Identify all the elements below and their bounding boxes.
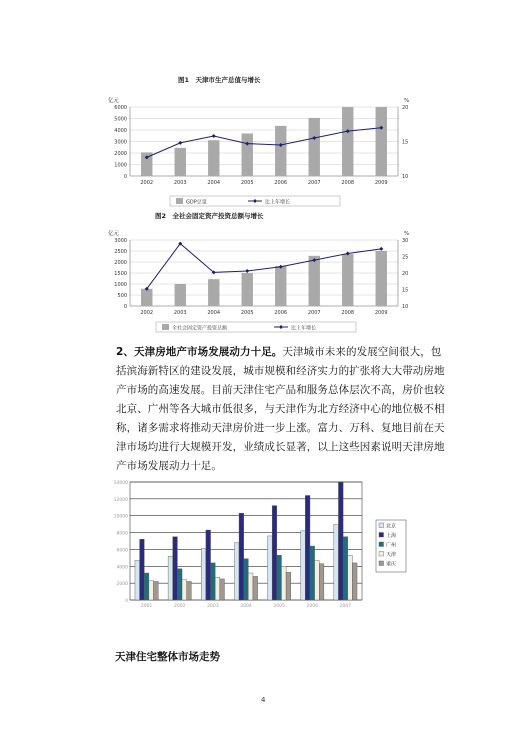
- bar: [208, 279, 219, 306]
- right-tick-label: 10: [402, 174, 409, 180]
- right-tick-label: 25: [402, 254, 409, 261]
- left-tick-label: 500: [117, 293, 127, 299]
- x-tick-label: 2003: [173, 180, 187, 186]
- bar: [338, 482, 343, 600]
- bar: [319, 564, 324, 600]
- x-tick-label: 2005: [240, 310, 254, 316]
- left-tick-label: 3000: [114, 139, 127, 146]
- left-tick-label: 2000: [114, 260, 127, 266]
- bar: [275, 126, 286, 176]
- bar: [173, 537, 178, 600]
- bar: [244, 559, 249, 600]
- bar: [281, 566, 286, 600]
- right-tick-label: 20: [402, 105, 409, 111]
- x-tick-label: 2004: [207, 310, 221, 316]
- x-tick-label: 2003: [173, 310, 187, 316]
- bar: [342, 254, 353, 306]
- bar: [272, 506, 277, 600]
- bar: [149, 581, 154, 600]
- bar: [141, 289, 152, 306]
- right-axis-unit: %: [404, 98, 410, 104]
- bar: [234, 543, 239, 600]
- x-tick-label: 2009: [374, 180, 388, 186]
- x-tick-label: 2007: [339, 604, 352, 609]
- bar: [175, 148, 186, 176]
- x-tick-label: 2002: [140, 310, 154, 316]
- bar: [342, 107, 353, 176]
- legend-label: 比上年增长: [265, 199, 291, 206]
- bar: [239, 513, 244, 600]
- bar: [242, 273, 253, 306]
- bar: [182, 580, 187, 600]
- left-tick-label: 6000: [114, 105, 127, 111]
- gdp-chart: [100, 70, 430, 218]
- x-tick-label: 2004: [240, 604, 252, 609]
- legend-label: 重庆: [386, 561, 397, 568]
- x-tick-label: 2008: [341, 180, 355, 186]
- y-tick-label: 4000: [116, 565, 128, 571]
- x-tick-label: 2002: [173, 604, 186, 609]
- legend-swatch-bar: [176, 198, 183, 204]
- bar: [305, 495, 310, 600]
- right-axis-unit: %: [404, 231, 410, 237]
- bar: [242, 133, 253, 176]
- x-tick-label: 2006: [306, 604, 319, 609]
- bar: [175, 284, 186, 306]
- y-tick-label: 8000: [116, 531, 128, 537]
- right-tick-label: 20: [402, 271, 409, 277]
- left-tick-label: 0: [123, 304, 127, 310]
- left-axis-unit: 亿元: [108, 231, 120, 237]
- legend-label: 比上年增长: [291, 325, 317, 332]
- left-tick-label: 0: [123, 174, 127, 180]
- bar: [376, 251, 387, 306]
- bar: [343, 537, 348, 600]
- legend-swatch: [379, 552, 384, 557]
- growth-point: [212, 134, 216, 138]
- left-tick-label: 2500: [114, 249, 127, 255]
- bar: [334, 524, 339, 600]
- bar: [248, 573, 253, 600]
- legend-swatch: [379, 523, 384, 528]
- x-tick-label: 2007: [307, 310, 321, 316]
- analysis-paragraph: [116, 343, 446, 476]
- x-tick-label: 2009: [374, 310, 388, 316]
- right-tick-label: 30: [402, 238, 409, 244]
- bar: [253, 576, 258, 600]
- x-tick-label: 2001: [140, 604, 153, 609]
- right-tick-label: 15: [402, 139, 409, 146]
- y-tick-label: 12000: [113, 497, 128, 503]
- legend-marker: [279, 325, 283, 329]
- bar: [277, 555, 282, 600]
- bar: [140, 539, 145, 600]
- legend-label: 天津: [386, 552, 397, 558]
- x-tick-label: 2005: [273, 604, 285, 609]
- bar: [348, 555, 353, 600]
- paragraph-body: 天津城市未来的发展空间很大，包括滨海新特区的建设发展，城市规模和经济实力的扩张将大大带动房地产市场的高速发展。目前天津住宅产品和服务总体层次不高，房价也较北京、广州等各大城市低很多，与天津作为北方经济中心的地位极不相称，诸多需求将推动天津房价进一步上涨。富力、万科、复地目前在天津市场均进行大规模开发，业绩成长显著，以上这些因素说明天津房地产市场发展动力十足。: [116, 346, 445, 472]
- right-tick-label: 10: [402, 304, 409, 310]
- legend-label: GDP总量: [186, 199, 207, 206]
- x-tick-label: 2005: [240, 180, 254, 186]
- x-tick-label: 2008: [341, 310, 355, 316]
- bar: [309, 118, 320, 176]
- page-number: 4: [261, 696, 266, 704]
- left-tick-label: 1000: [114, 162, 127, 169]
- bar: [211, 563, 216, 600]
- y-tick-label: 6000: [116, 548, 128, 554]
- paragraph-lead: 2、天津房地产市场发展动力十足。: [116, 346, 283, 358]
- bar: [309, 256, 320, 306]
- growth-point: [379, 247, 383, 251]
- chart-title: 图2 全社会固定资产投资总额与增长: [155, 212, 264, 220]
- legend-swatch-bar: [162, 324, 169, 330]
- bar: [275, 266, 286, 306]
- legend-marker: [253, 199, 257, 203]
- left-tick-label: 1000: [114, 282, 127, 288]
- x-tick-label: 2006: [274, 180, 288, 186]
- bar: [206, 530, 211, 600]
- bar: [208, 140, 219, 176]
- bar: [168, 556, 173, 600]
- bar: [268, 536, 273, 600]
- bar: [376, 107, 387, 176]
- legend-swatch: [379, 561, 384, 566]
- legend-label: 广州: [386, 542, 397, 549]
- left-tick-label: 4000: [114, 128, 127, 134]
- legend-label: 全社会固定资产投资总额: [172, 325, 228, 332]
- bar: [154, 581, 159, 600]
- x-tick-label: 2007: [307, 180, 321, 186]
- bar: [310, 546, 315, 600]
- left-tick-label: 5000: [114, 116, 127, 123]
- legend-label: 北京: [386, 523, 397, 530]
- right-tick-label: 15: [402, 287, 409, 294]
- chart-caption: 天津住宅整体市场走势: [115, 651, 220, 663]
- x-tick-label: 2002: [140, 180, 154, 186]
- chart-title: 图1 天津市生产总值与增长: [178, 76, 261, 84]
- legend-label: 上海: [386, 533, 397, 539]
- bar: [315, 560, 320, 600]
- left-axis-unit: 亿元: [108, 98, 120, 104]
- y-tick-label: 0: [125, 599, 128, 604]
- city-price-chart: [100, 476, 430, 616]
- legend-swatch: [379, 542, 384, 547]
- y-tick-label: 10000: [113, 514, 128, 520]
- bar: [187, 581, 192, 600]
- investment-chart: [100, 210, 430, 338]
- x-tick-label: 2003: [207, 604, 219, 609]
- bar: [135, 560, 140, 600]
- left-tick-label: 1500: [114, 271, 127, 277]
- bar: [144, 573, 149, 600]
- bar: [352, 563, 357, 600]
- bar: [301, 531, 306, 600]
- growth-point: [245, 269, 249, 273]
- y-tick-label: 14000: [113, 481, 128, 486]
- legend-swatch: [379, 533, 384, 538]
- left-tick-label: 2000: [114, 151, 127, 157]
- bar: [220, 579, 225, 600]
- bar: [286, 572, 291, 600]
- bar: [215, 577, 220, 600]
- y-tick-label: 2000: [116, 582, 128, 588]
- bar: [177, 569, 182, 600]
- x-tick-label: 2006: [274, 310, 288, 316]
- bar: [201, 549, 206, 600]
- x-tick-label: 2004: [207, 180, 221, 186]
- left-tick-label: 3000: [114, 238, 127, 244]
